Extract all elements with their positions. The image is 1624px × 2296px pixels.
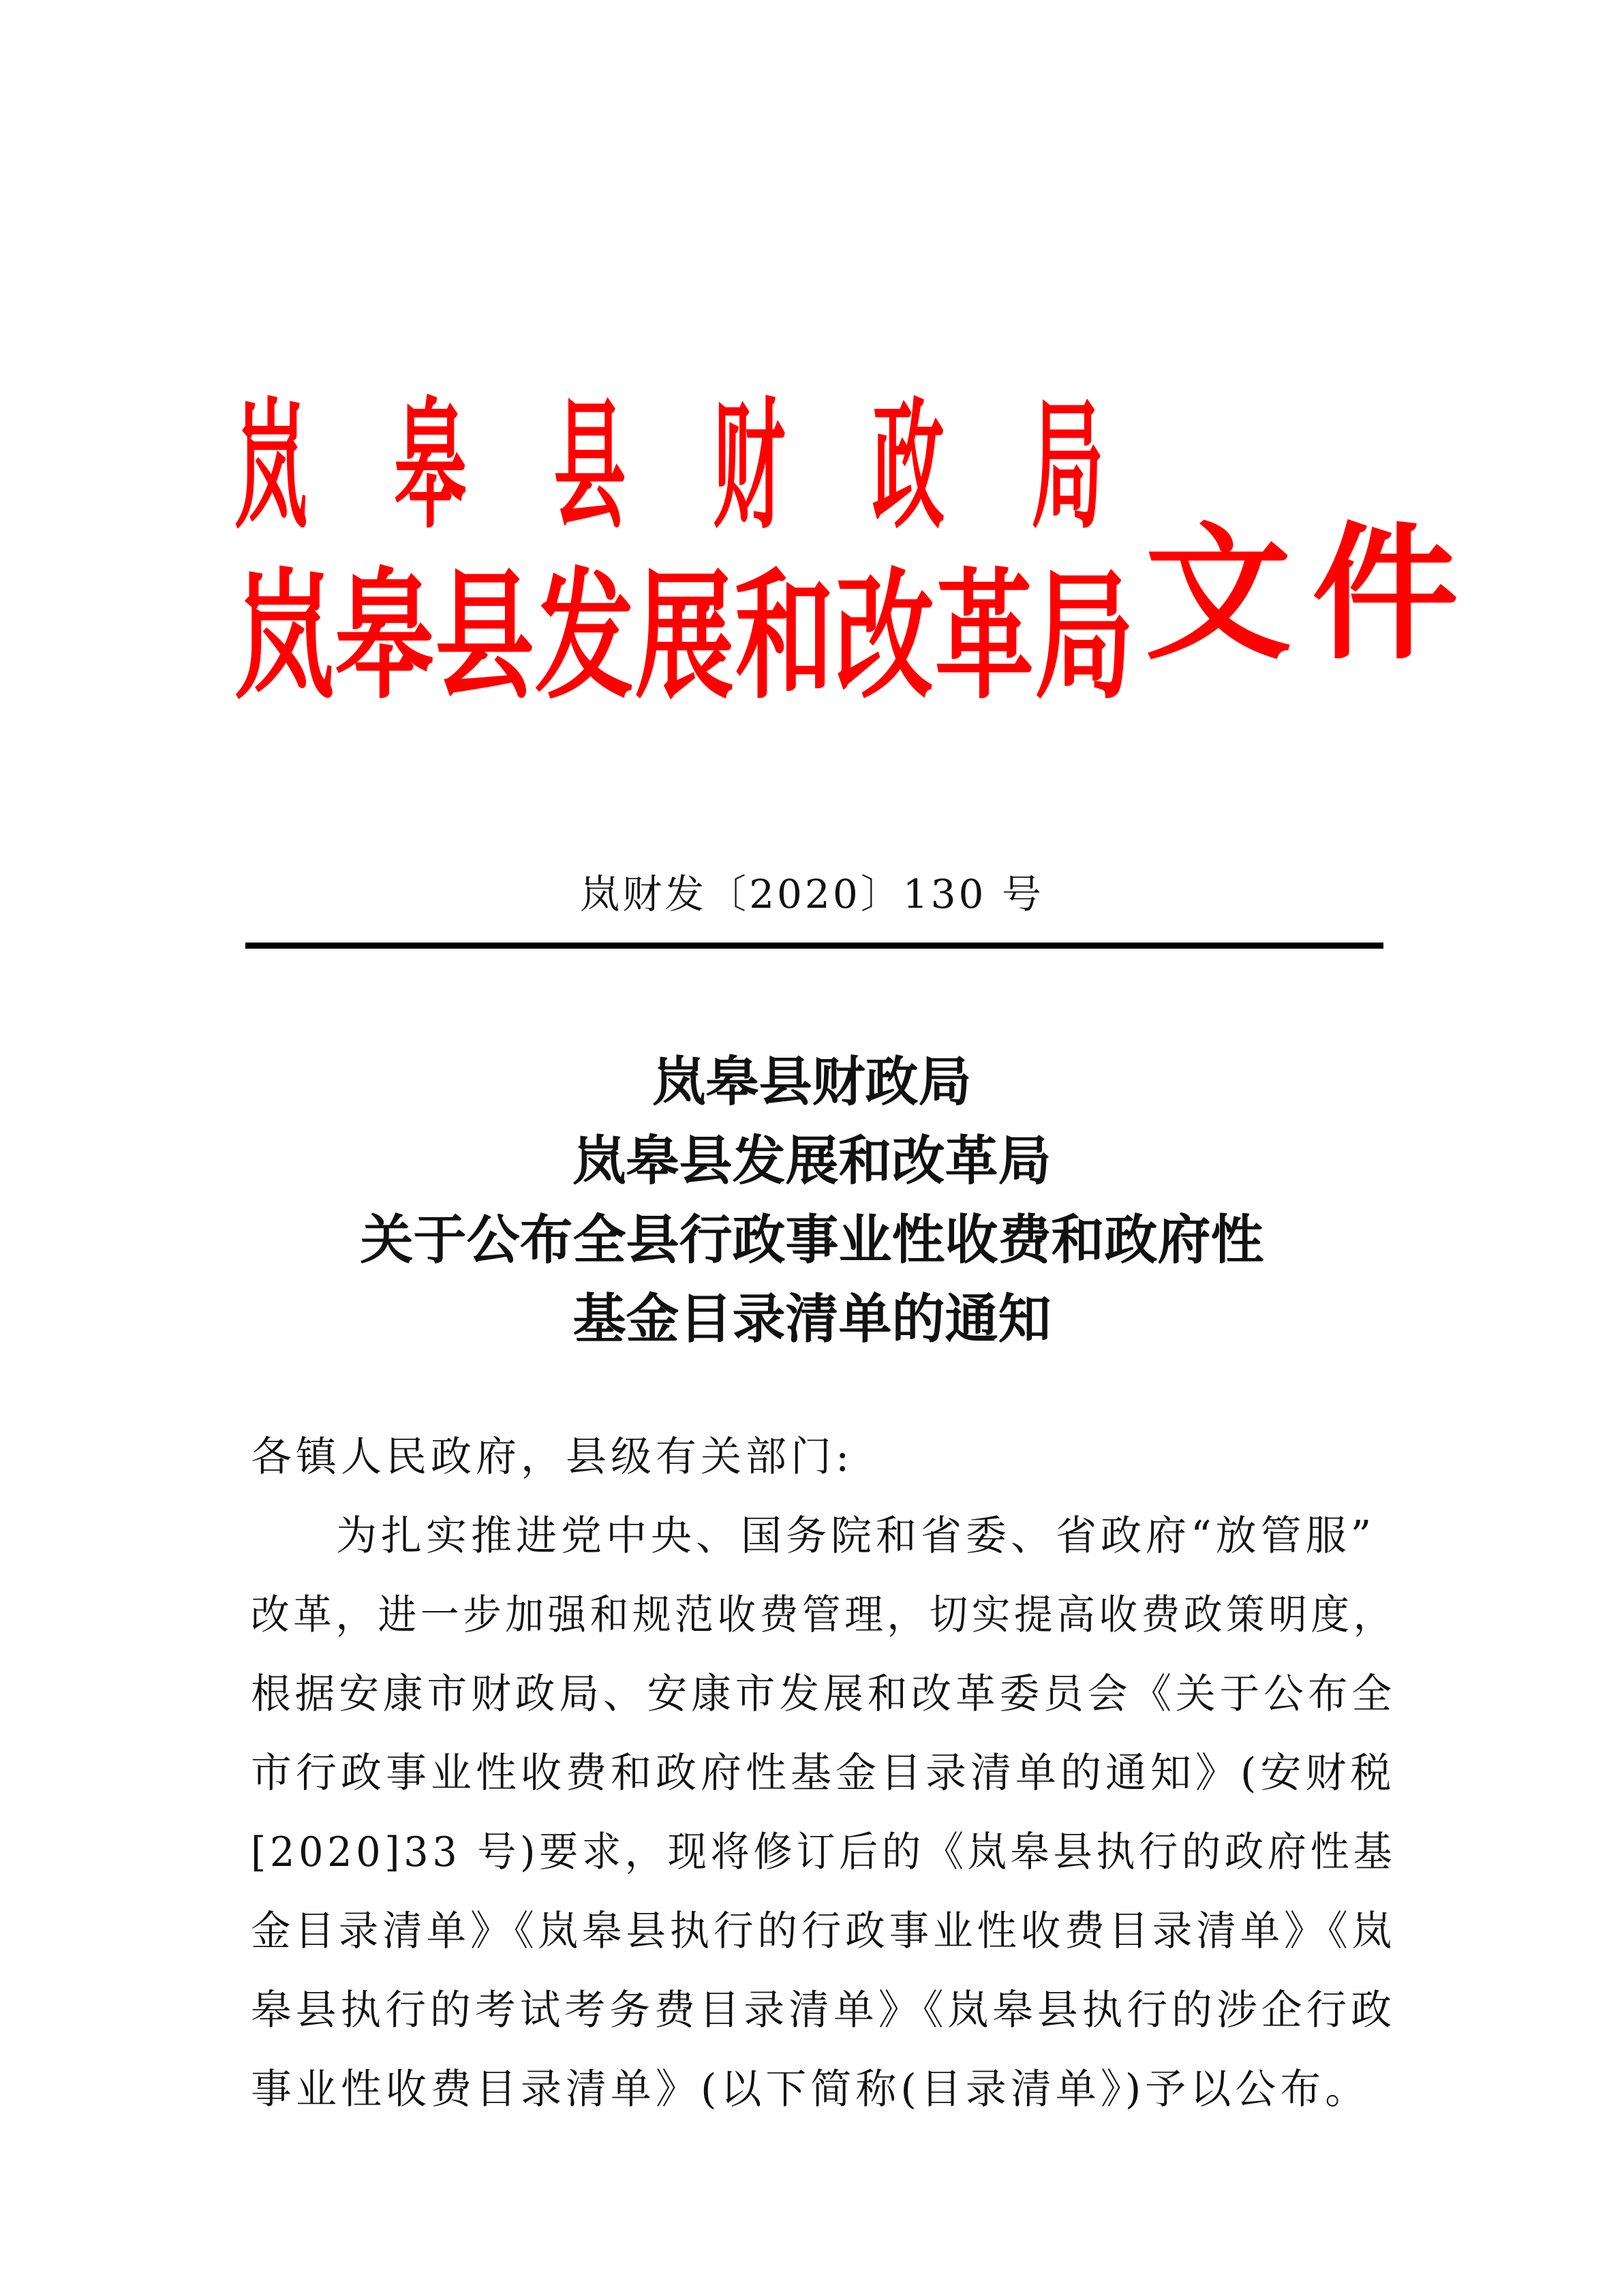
notice-title <box>0 1043 1624 1359</box>
title-line-4: 基金目录清单的通知 <box>572 1288 1052 1350</box>
paragraph-line: 事业性收费目录清单》(以下简称(目录清单》)予以公布。 <box>251 2066 1370 2113</box>
paragraph-line: 根据安康市财政局、安康市发展和改革委员会《关于公布全 <box>251 1670 1396 1718</box>
document-type-label: 文件 <box>1145 508 1479 679</box>
issuer-finance-bureau: 岚 皋 县 财 政 局 <box>235 386 1135 548</box>
issuer-development-reform-bureau: 岚皋县发展和改革局 <box>235 556 1135 718</box>
document-number: 岚财发〔2020〕130 号 <box>580 871 1044 917</box>
notice-body <box>251 1418 1396 2129</box>
paragraph-line: 为扎实推进党中央、国务院和省委、省政府“放管服” <box>336 1512 1376 1560</box>
paragraph-line: [2020]33 号)要求，现将修订后的《岚皋县执行的政府性基 <box>251 1828 1396 1876</box>
paragraph-line: 皋县执行的考试考务费目录清单》《岚皋县执行的涉企行政 <box>251 1987 1396 2034</box>
paragraph-line: 改革，进一步加强和规范收费管理，切实提高收费政策明度， <box>251 1591 1396 1639</box>
title-line-3: 关于公布全县行政事业性收费和政府性 <box>360 1209 1264 1271</box>
paragraph-line: 金目录清单》《岚皋县执行的行政事业性收费目录清单》《岚 <box>251 1908 1396 1955</box>
salutation: 各镇人民政府，县级有关部门: <box>251 1433 854 1481</box>
title-line-2: 岚皋县发展和改革局 <box>572 1130 1052 1192</box>
header-divider-rule <box>245 943 1383 949</box>
title-line-1: 岚皋县财政局 <box>652 1051 972 1113</box>
issuing-agencies <box>235 382 1142 722</box>
paragraph-line: 市行政事业性收费和政府性基金目录清单的通知》(安财税 <box>251 1749 1396 1797</box>
